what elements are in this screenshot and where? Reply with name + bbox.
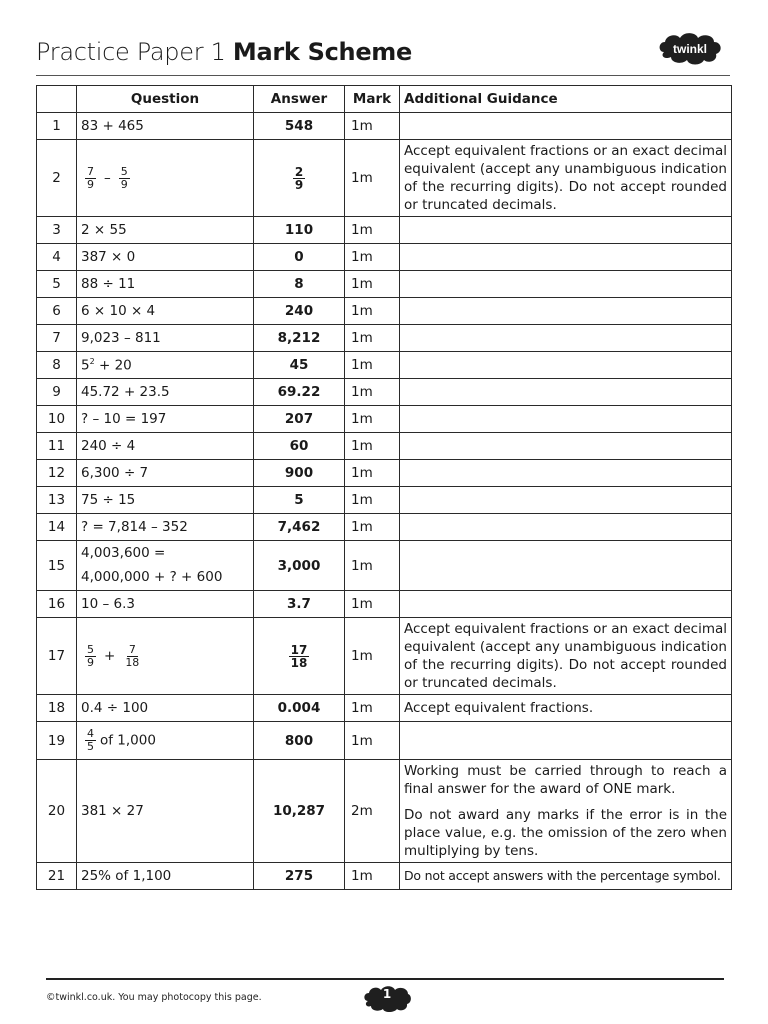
- row-answer: 3.7: [254, 591, 345, 618]
- row-question: 45.72 + 23.5: [77, 379, 254, 406]
- row-mark: 1m: [345, 695, 400, 722]
- row-answer: 900: [254, 460, 345, 487]
- row-answer: 207: [254, 406, 345, 433]
- row-question: $5^2 + 20$: [77, 352, 254, 379]
- row-mark: 1m: [345, 406, 400, 433]
- guidance-paragraph: Working must be carried through to reach a final answer for the award of ONE mark.: [404, 763, 727, 797]
- row-question: 9,023 – 811: [77, 325, 254, 352]
- table-row: [37, 514, 732, 541]
- page-number: 1: [382, 987, 392, 1001]
- table-row: [37, 244, 732, 271]
- row-guidance: [400, 244, 732, 271]
- row-guidance: [400, 298, 732, 325]
- row-question: [77, 618, 254, 695]
- fraction: $\frac{5}{9}$: [120, 164, 128, 191]
- row-answer: 548: [254, 113, 345, 140]
- row-question: 6,300 ÷ 7: [77, 460, 254, 487]
- row-question: 0.4 ÷ 100: [77, 695, 254, 722]
- row-guidance: [400, 591, 732, 618]
- row-guidance: Accept equivalent fractions or an exact decimal equivalent (accept any unambiguous indication of the recurring digits). Do not accept rounded or truncated decimals.: [400, 140, 732, 217]
- row-mark: 1m: [345, 591, 400, 618]
- row-question: 25% of 1,100: [77, 863, 254, 890]
- row-guidance: Accept equivalent fractions or an exact decimal equivalent (accept any unambiguous indication of the recurring digits). Do not accept rounded or truncated decimals.: [400, 618, 732, 695]
- row-mark: 1m: [345, 379, 400, 406]
- row-mark: 1m: [345, 271, 400, 298]
- row-mark: 1m: [345, 217, 400, 244]
- row-number: 14: [37, 514, 77, 541]
- row-guidance: Do not accept answers with the percentage symbol.: [400, 863, 732, 890]
- row-question: 6 × 10 × 4: [77, 298, 254, 325]
- table-header-row: [37, 86, 732, 113]
- row-mark: 1m: [345, 541, 400, 591]
- table-row: [37, 406, 732, 433]
- svg-text:twinkl: twinkl: [672, 42, 708, 56]
- row-answer: 5: [254, 487, 345, 514]
- header-mark: Mark: [345, 86, 400, 113]
- row-guidance: [400, 325, 732, 352]
- row-answer: 110: [254, 217, 345, 244]
- row-mark: 1m: [345, 325, 400, 352]
- table-row: [37, 433, 732, 460]
- table-row: [37, 591, 732, 618]
- page-title: [36, 38, 412, 66]
- fraction-answer: $\frac{17}{18}$: [290, 642, 308, 670]
- table-row: [37, 352, 732, 379]
- table-row: [37, 541, 732, 591]
- row-question: [77, 722, 254, 760]
- row-mark: 1m: [345, 244, 400, 271]
- table-row: [37, 325, 732, 352]
- row-number: 15: [37, 541, 77, 591]
- header-num: [37, 86, 77, 113]
- row-question: ? – 10 = 197: [77, 406, 254, 433]
- operator: –: [104, 170, 111, 186]
- table-row: [37, 722, 732, 760]
- row-answer: 0: [254, 244, 345, 271]
- table-row: [37, 460, 732, 487]
- question-rest: of 1,000: [100, 732, 156, 749]
- row-number: 13: [37, 487, 77, 514]
- row-number: 4: [37, 244, 77, 271]
- row-number: 2: [37, 140, 77, 217]
- operator: +: [104, 648, 116, 664]
- row-question: 88 ÷ 11: [77, 271, 254, 298]
- question-line: 4,000,000 + ? + 600: [81, 568, 223, 585]
- table-row: [37, 271, 732, 298]
- row-answer: 275: [254, 863, 345, 890]
- table-row: [37, 113, 732, 140]
- guidance-paragraph: Do not award any marks if the error is in the place value, e.g. the omission of the zero when multiplying by tens.: [404, 807, 727, 859]
- table-row: [37, 695, 732, 722]
- row-answer: 240: [254, 298, 345, 325]
- row-mark: 1m: [345, 722, 400, 760]
- row-question: 240 ÷ 4: [77, 433, 254, 460]
- row-mark: 1m: [345, 863, 400, 890]
- row-number: 18: [37, 695, 77, 722]
- row-answer: 69.22: [254, 379, 345, 406]
- row-mark: 1m: [345, 618, 400, 695]
- row-answer: 10,287: [254, 760, 345, 863]
- row-question: 10 – 6.3: [77, 591, 254, 618]
- copyright-text: ©twinkl.co.uk. You may photocopy this page.: [46, 992, 262, 1003]
- row-number: 21: [37, 863, 77, 890]
- row-number: 11: [37, 433, 77, 460]
- row-number: 12: [37, 460, 77, 487]
- table-row: [37, 760, 732, 863]
- table-row: [37, 863, 732, 890]
- row-mark: 1m: [345, 298, 400, 325]
- table-row: [37, 217, 732, 244]
- row-mark: 1m: [345, 433, 400, 460]
- row-guidance: [400, 514, 732, 541]
- row-guidance: [400, 217, 732, 244]
- fraction: $\frac{4}{5}$: [87, 727, 94, 753]
- row-guidance: [400, 406, 732, 433]
- mark-scheme-table: [36, 85, 732, 890]
- page-header: [36, 36, 730, 76]
- row-guidance: [400, 433, 732, 460]
- row-answer: [254, 140, 345, 217]
- row-mark: 1m: [345, 140, 400, 217]
- row-answer: [254, 618, 345, 695]
- row-number: 19: [37, 722, 77, 760]
- table-row: [37, 487, 732, 514]
- row-number: 5: [37, 271, 77, 298]
- row-mark: 1m: [345, 113, 400, 140]
- row-answer: 0.004: [254, 695, 345, 722]
- row-mark: 1m: [345, 460, 400, 487]
- footer-divider: [46, 978, 724, 980]
- row-question: 387 × 0: [77, 244, 254, 271]
- fraction-answer: $\frac{2}{9}$: [294, 164, 304, 192]
- row-mark: 1m: [345, 514, 400, 541]
- row-answer: 8,212: [254, 325, 345, 352]
- row-guidance: [400, 541, 732, 591]
- row-question: [77, 140, 254, 217]
- row-guidance: [400, 113, 732, 140]
- row-number: 9: [37, 379, 77, 406]
- table-row: [37, 618, 732, 695]
- row-guidance: [400, 271, 732, 298]
- row-guidance: [400, 379, 732, 406]
- row-guidance: Accept equivalent fractions.: [400, 695, 732, 722]
- row-answer: 8: [254, 271, 345, 298]
- row-number: 16: [37, 591, 77, 618]
- row-answer: 45: [254, 352, 345, 379]
- row-number: 6: [37, 298, 77, 325]
- row-question: [77, 541, 254, 591]
- table-row: [37, 379, 732, 406]
- fraction: $\frac{7}{9}$: [87, 164, 94, 191]
- row-number: 7: [37, 325, 77, 352]
- row-answer: 800: [254, 722, 345, 760]
- fraction: $\frac{7}{18}$: [125, 642, 140, 669]
- header-divider: [36, 75, 730, 76]
- row-number: 1: [37, 113, 77, 140]
- row-number: 10: [37, 406, 77, 433]
- row-mark: 1m: [345, 352, 400, 379]
- row-number: 17: [37, 618, 77, 695]
- row-question: 381 × 27: [77, 760, 254, 863]
- row-guidance: [400, 722, 732, 760]
- row-number: 20: [37, 760, 77, 863]
- title-light: Practice Paper 1: [36, 38, 226, 66]
- row-question: 75 ÷ 15: [77, 487, 254, 514]
- row-answer: 60: [254, 433, 345, 460]
- row-guidance: [400, 352, 732, 379]
- header-answer: Answer: [254, 86, 345, 113]
- row-answer: 3,000: [254, 541, 345, 591]
- row-question: ? = 7,814 – 352: [77, 514, 254, 541]
- row-number: 8: [37, 352, 77, 379]
- row-guidance: [400, 460, 732, 487]
- row-mark: 1m: [345, 487, 400, 514]
- header-question: Question: [77, 86, 254, 113]
- row-question: 83 + 465: [77, 113, 254, 140]
- table-row: [37, 298, 732, 325]
- header-guidance: Additional Guidance: [400, 86, 732, 113]
- twinkl-logo: [656, 30, 724, 68]
- row-answer: 7,462: [254, 514, 345, 541]
- question-line: 4,003,600 =: [81, 544, 166, 561]
- fraction: $\frac{5}{9}$: [87, 642, 94, 669]
- title-bold: Mark Scheme: [232, 38, 412, 66]
- row-question: 2 × 55: [77, 217, 254, 244]
- row-mark: 2m: [345, 760, 400, 863]
- row-guidance: [400, 760, 732, 863]
- table-row: [37, 140, 732, 217]
- row-number: 3: [37, 217, 77, 244]
- row-guidance: [400, 487, 732, 514]
